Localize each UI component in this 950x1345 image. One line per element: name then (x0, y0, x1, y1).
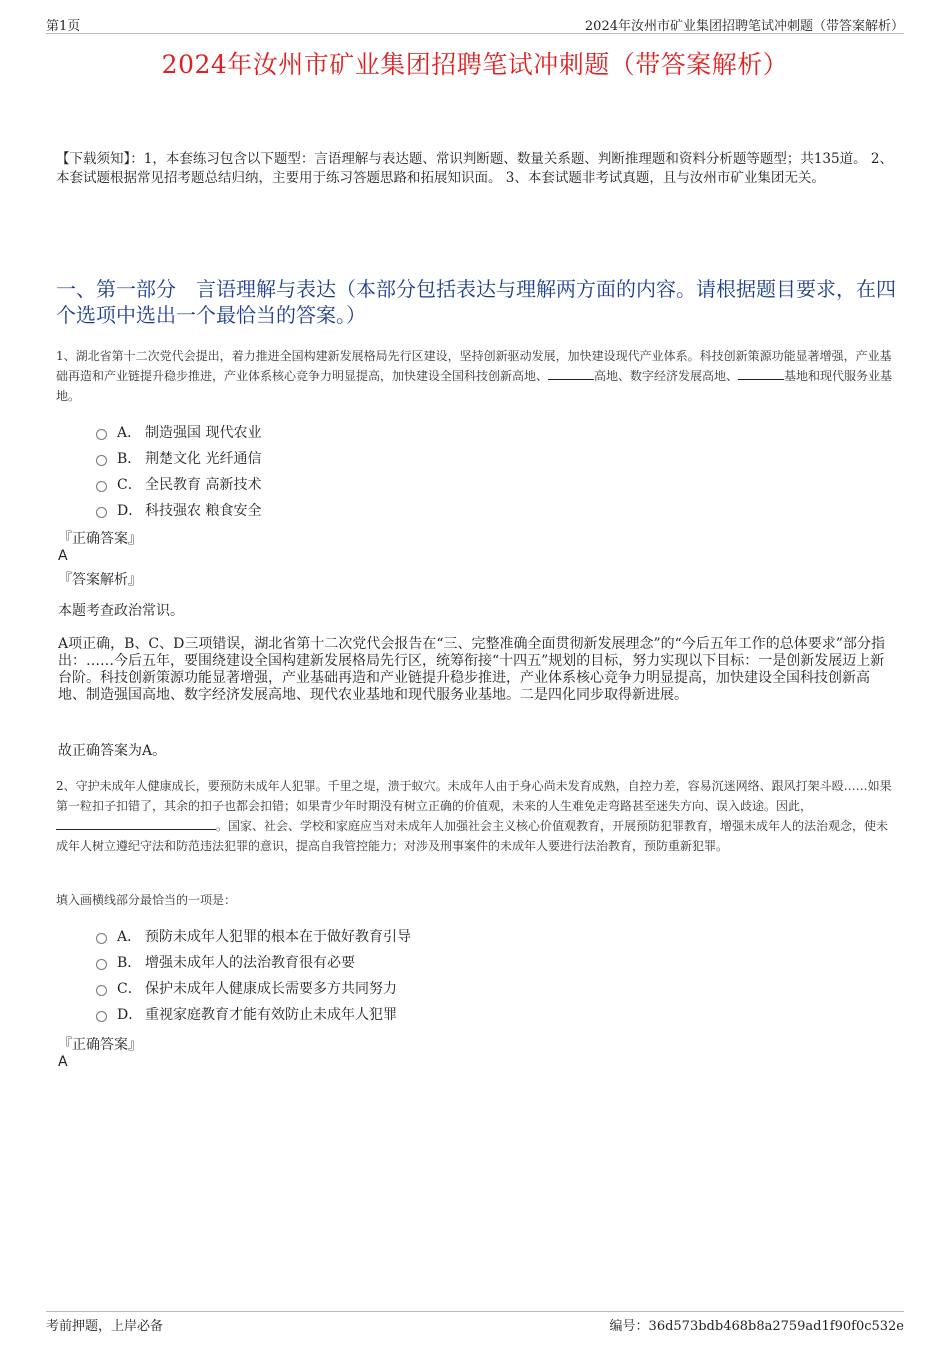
question-1-options (96, 419, 261, 523)
correct-answer: A (58, 1054, 68, 1070)
page-number: 第1页 (46, 19, 81, 34)
header-divider (46, 33, 904, 34)
radio-icon[interactable] (96, 429, 107, 440)
option-c[interactable]: C． 全民教育 高新技术 (96, 471, 261, 497)
answer-blank (56, 817, 216, 830)
radio-icon[interactable] (96, 959, 107, 970)
analysis-conclusion: 故正确答案为A。 (58, 743, 167, 759)
correct-answer-label: 『正确答案』 (58, 1037, 142, 1053)
question-2-text (56, 776, 898, 856)
question-1-part-a: 1、湖北省第十二次党代会提出，着力推进全国构建新发展格局先行区建设，坚持创新驱动发展，加快建设现代产业体系。科技创新策源功能显著增强，产业基础再造和产业链提升稳步推进，产业体系核心竞争力明显提高，加快建设全国科技创新高地、 (56, 349, 892, 383)
correct-answer-label: 『正确答案』 (58, 531, 142, 547)
download-notice: 【下载须知】：1，本套练习包含以下题型：言语理解与表达题、常识判断题、数量关系题、判断推理题和资料分析题等题型；共135道。 2、本套试题根据常见招考题总结归纳，主要用于练习答题思路和拓展知识面。 3、本套试题非考试真题，且与汝州市矿业集团无关。 (56, 151, 893, 186)
option-c[interactable]: C． 保护未成年人健康成长需要多方共同努力 (96, 975, 411, 1001)
radio-icon[interactable] (96, 481, 107, 492)
answer-blank (738, 367, 784, 380)
radio-icon[interactable] (96, 507, 107, 518)
question-1-text (56, 346, 898, 406)
question-1-part-c: 基地和现代服务业基地。 (56, 369, 893, 403)
document-id: 编号：36d573bdb468b8a2759ad1f90f0c532e (609, 1319, 904, 1334)
question-2-prompt: 填入画横线部分最恰当的一项是： (56, 893, 237, 907)
analysis-summary: 本题考查政治常识。 (58, 603, 184, 619)
footer-divider (46, 1311, 904, 1312)
option-d[interactable]: D． 重视家庭教育才能有效防止未成年人犯罪 (96, 1001, 411, 1027)
radio-icon[interactable] (96, 933, 107, 944)
answer-blank (548, 367, 594, 380)
question-2-options (96, 923, 411, 1027)
option-b[interactable]: B． 增强未成年人的法治教育很有必要 (96, 949, 411, 975)
document-title: 2024年汝州市矿业集团招聘笔试冲刺题（带答案解析） (161, 50, 789, 79)
radio-icon[interactable] (96, 985, 107, 996)
header-doc-title: 2024年汝州市矿业集团招聘笔试冲刺题（带答案解析） (584, 19, 904, 34)
correct-answer: A (58, 548, 68, 564)
question-2-part-b: 。国家、社会、学校和家庭应当对未成年人加强社会主义核心价值观教育，开展预防犯罪教育，增强未成年人的法治观念，使未成年人树立遵纪守法和防范违法犯罪的意识，提高自我管控能力；对涉及刑事案件的未成年人要进行法治教育，预防重新犯罪。 (56, 819, 889, 853)
question-1-part-b: 高地、数字经济发展高地、 (594, 369, 739, 383)
radio-icon[interactable] (96, 455, 107, 466)
section-heading: 一、第一部分 言语理解与表达（本部分包括表达与理解两方面的内容。请根据题目要求，在四个选项中选出一个最恰当的答案。） (56, 277, 896, 327)
analysis-label: 『答案解析』 (58, 572, 142, 588)
option-d[interactable]: D． 科技强农 粮食安全 (96, 497, 261, 523)
option-a[interactable]: A． 制造强国 现代农业 (96, 419, 261, 445)
option-b[interactable]: B． 荆楚文化 光纤通信 (96, 445, 261, 471)
analysis-body: A项正确，B、C、D三项错误，湖北省第十二次党代会报告在“三、完整准确全面贯彻新发展理念”的“今后五年工作的总体要求”部分指出：……今后五年，要围绕建设全国构建新发展格局先行区，统筹衔接“十四五”规划的目标，努力实现以下目标：一是创新发展迈上新台阶。科技创新策源功能显著增强，产业基础再造和产业链提升稳步推进，产业体系核心竞争力明显提高，加快建设全国科技创新高地、制造强国高地、数字经济发展高地、现代农业基地和现代服务业基地。二是四化同步取得新进展。 (58, 636, 885, 703)
radio-icon[interactable] (96, 1011, 107, 1022)
option-a[interactable]: A． 预防未成年人犯罪的根本在于做好教育引导 (96, 923, 411, 949)
footer-slogan: 考前押题，上岸必备 (46, 1319, 164, 1334)
question-2-part-a: 2、守护未成年人健康成长，要预防未成年人犯罪。千里之堤，溃于蚁穴。未成年人由于身心尚未发育成熟，自控力差，容易沉迷网络、跟风打架斗殴……如果第一粒扣子扣错了，其余的扣子也都会扣错；如果青少年时期没有树立正确的价值观，未来的人生难免走弯路甚至迷失方向、误入歧途。因此， (56, 779, 892, 813)
